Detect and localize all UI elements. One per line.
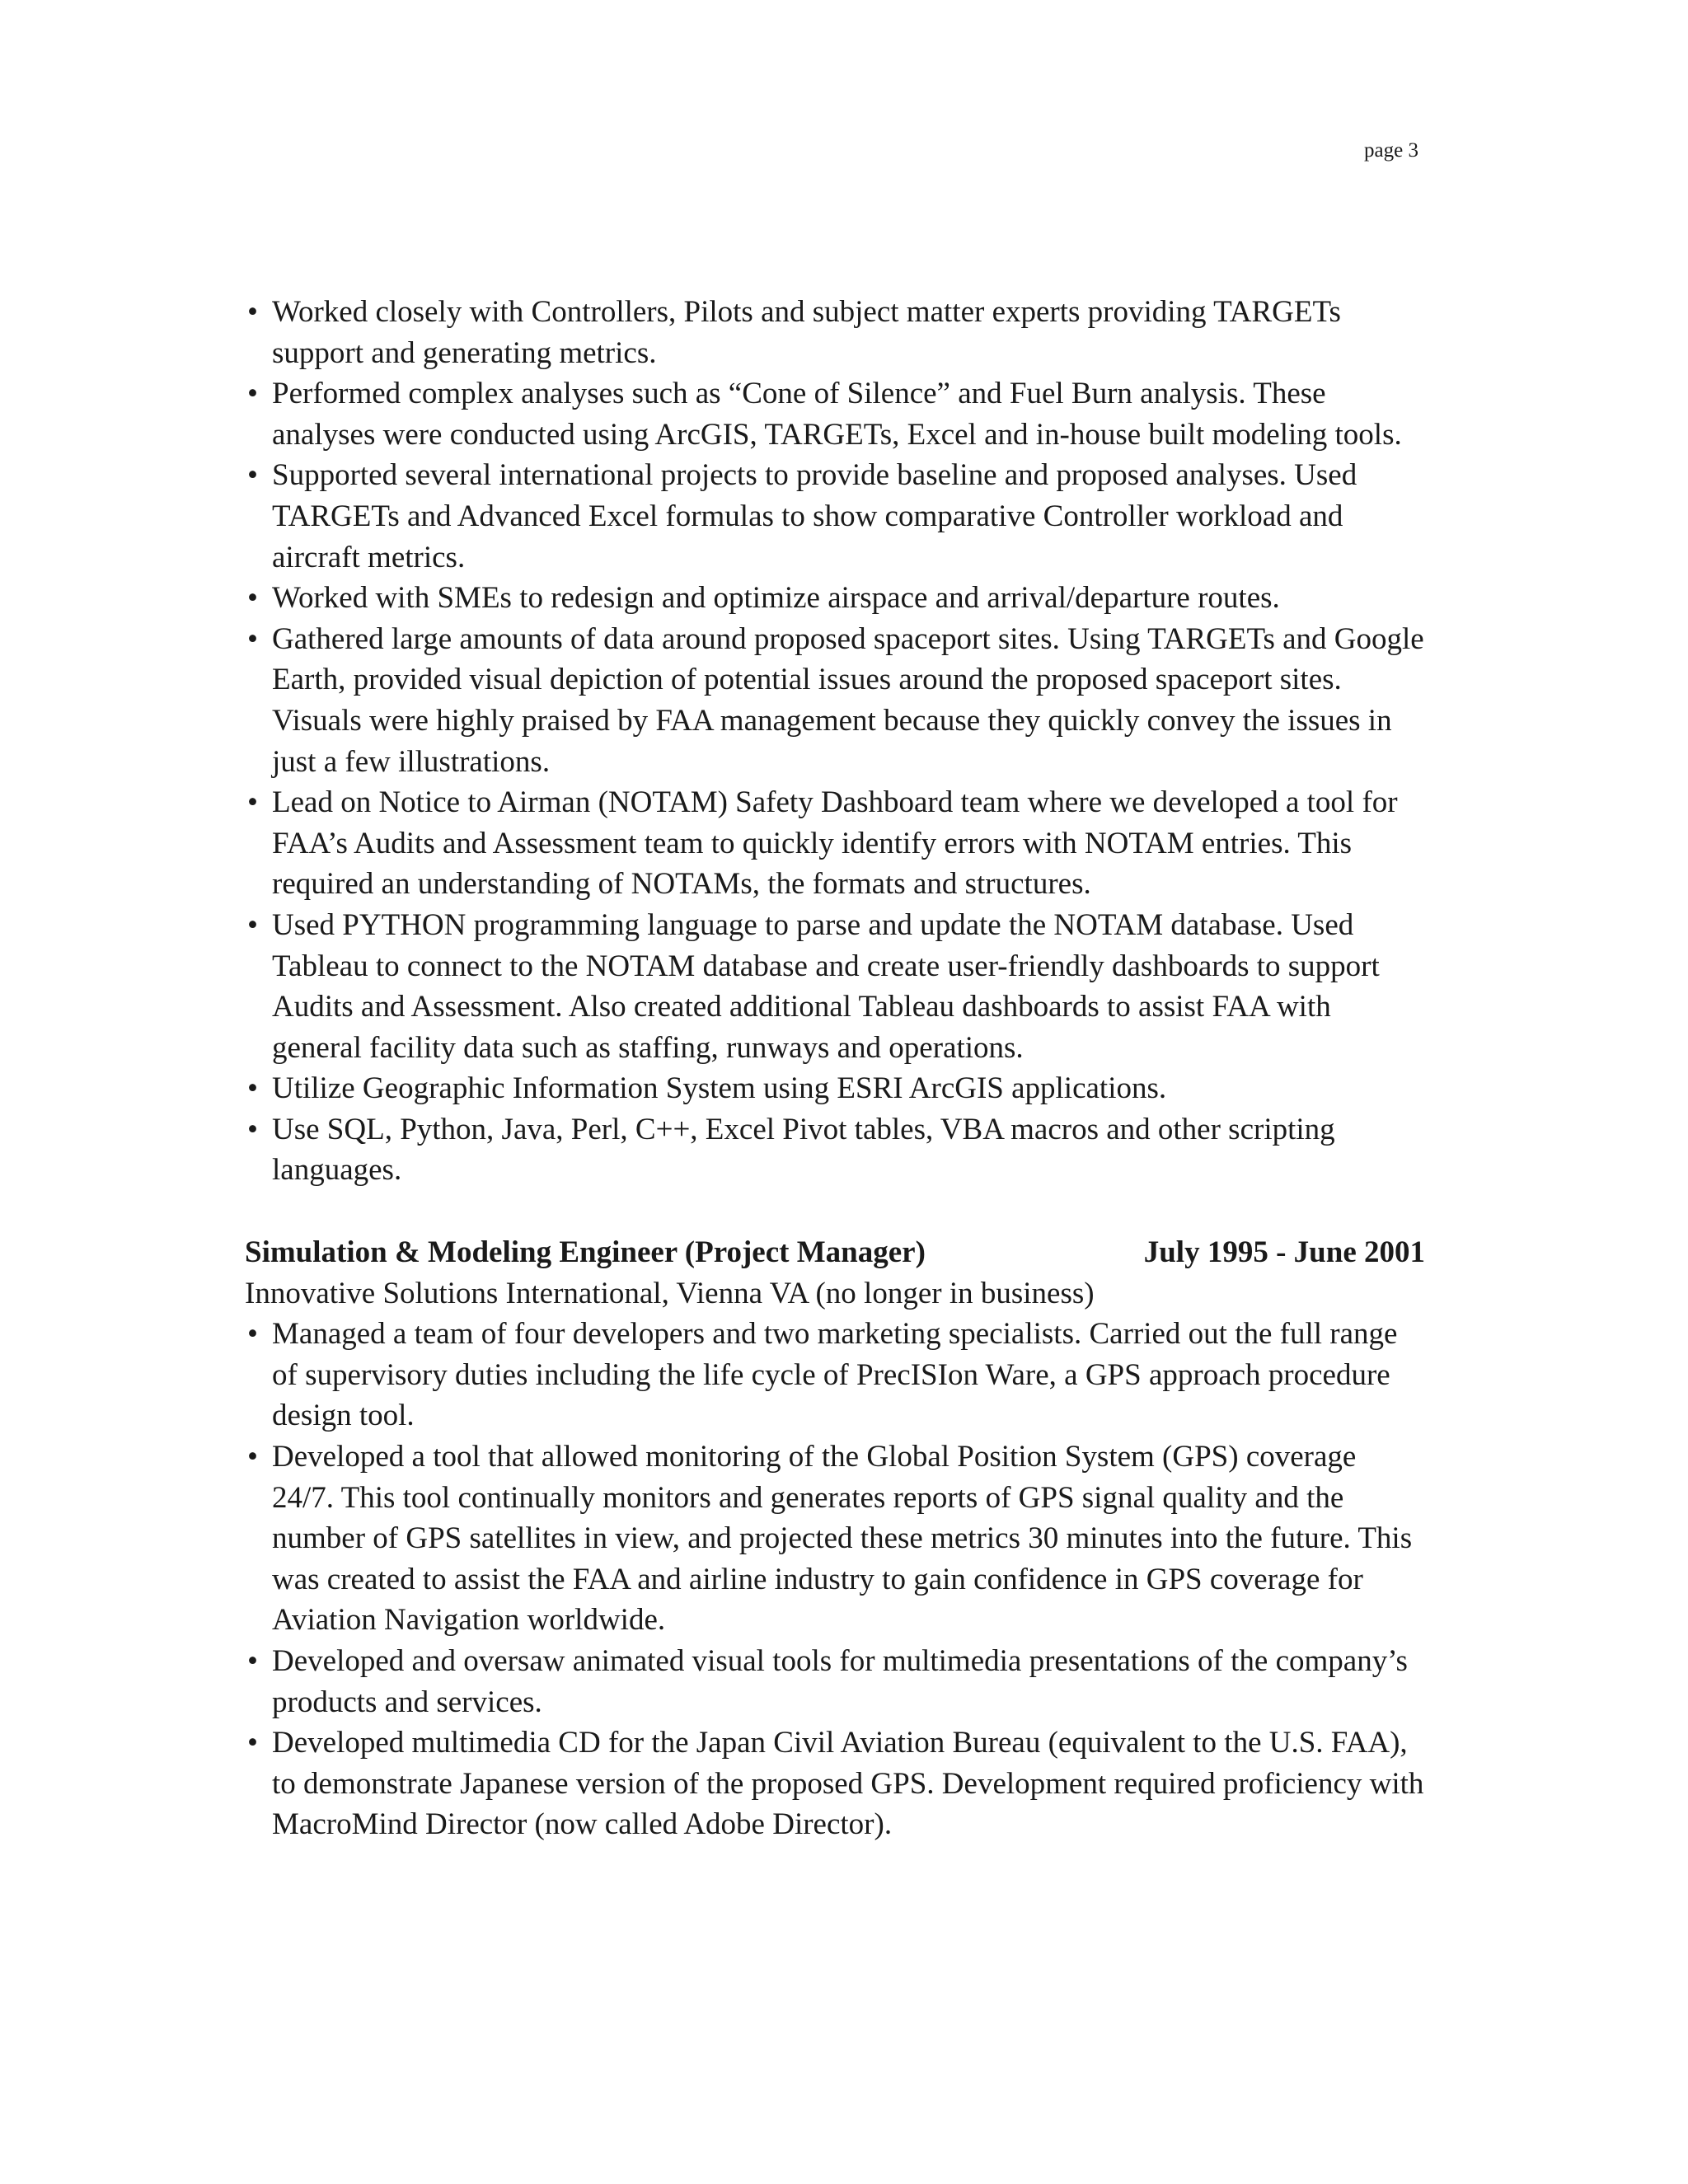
bullet-icon: • <box>247 1317 258 1352</box>
list-item: • Managed a team of four developers and two marketing specialists. Carried out the full range of supervisory duties including the life cycle of PrecISIon Ware, a GPS approach procedure design tool. <box>245 1314 1425 1436</box>
job-title: Simulation & Modeling Engineer (Project Manager) <box>245 1235 926 1270</box>
bullet-icon: • <box>247 581 258 616</box>
bullet-icon: • <box>247 621 258 656</box>
bullet-icon: • <box>247 1112 258 1146</box>
list-item: • Used PYTHON programming language to parse and update the NOTAM database. Used Tableau to connect to the NOTAM database and create user-friendly dashboards to support Audits and Assessment. Also created additional Tableau dashboards to assist FAA with general facility data such as staffing, runways and operations. <box>245 905 1425 1068</box>
page-number: page 3 <box>1364 139 1418 162</box>
list-item: • Developed multimedia CD for the Japan Civil Aviation Bureau (equivalent to the U.S. FAA), to demonstrate Japanese version of the proposed GPS. Development required proficiency with MacroMind Director (now called Adobe Director). <box>245 1722 1425 1845</box>
bullet-icon: • <box>247 1071 258 1106</box>
bullet-icon: • <box>247 1440 258 1474</box>
job-dates: July 1995 - June 2001 <box>1143 1235 1425 1270</box>
bullet-icon: • <box>247 785 258 820</box>
list-item: • Worked closely with Controllers, Pilots and subject matter experts providing TARGETs support and generating metrics. <box>245 292 1425 373</box>
bullet-icon: • <box>247 1726 258 1760</box>
list-item: • Developed and oversaw animated visual tools for multimedia presentations of the company’s products and services. <box>245 1641 1425 1722</box>
list-item: • Lead on Notice to Airman (NOTAM) Safety Dashboard team where we developed a tool for FAA’s Audits and Assessment team to quickly identify errors with NOTAM entries. This required an understanding of NOTAMs, the formats and structures. <box>245 782 1425 905</box>
bullet-icon: • <box>247 1644 258 1678</box>
list-item: • Performed complex analyses such as “Cone of Silence” and Fuel Burn analysis. These analyses were conducted using ArcGIS, TARGETs, Excel and in-house built modeling tools. <box>245 373 1425 455</box>
previous-job-bullet-list <box>245 292 1425 1191</box>
list-item: • Utilize Geographic Information System using ESRI ArcGIS applications. <box>245 1068 1425 1109</box>
bullet-icon: • <box>247 458 258 493</box>
job-header <box>245 1232 1425 1273</box>
list-item: • Gathered large amounts of data around proposed spaceport sites. Using TARGETs and Google Earth, provided visual depiction of potential issues around the proposed spaceport sites. Visuals were highly praised by FAA management because they quickly convey the issues in just a few illustrations. <box>245 619 1425 782</box>
bullet-icon: • <box>247 377 258 411</box>
list-item: • Worked with SMEs to redesign and optimize airspace and arrival/departure routes. <box>245 578 1425 619</box>
list-item: • Developed a tool that allowed monitoring of the Global Position System (GPS) coverage 24/7. This tool continually monitors and generates reports of GPS signal quality and the number of GPS satellites in view, and projected these metrics 30 minutes into the future. This was created to assist the FAA and airline industry to gain confidence in GPS coverage for Aviation Navigation worldwide. <box>245 1436 1425 1641</box>
bullet-icon: • <box>247 907 258 942</box>
list-item: • Supported several international projects to provide baseline and proposed analyses. Used TARGETs and Advanced Excel formulas to show comparative Controller workload and aircraft metrics. <box>245 455 1425 578</box>
resume-content <box>245 292 1425 1845</box>
job-company: Innovative Solutions International, Vienna VA (no longer in business) <box>245 1276 1095 1310</box>
list-item: • Use SQL, Python, Java, Perl, C++, Excel Pivot tables, VBA macros and other scripting languages. <box>245 1109 1425 1191</box>
job-bullet-list <box>245 1314 1425 1845</box>
bullet-icon: • <box>247 295 258 329</box>
